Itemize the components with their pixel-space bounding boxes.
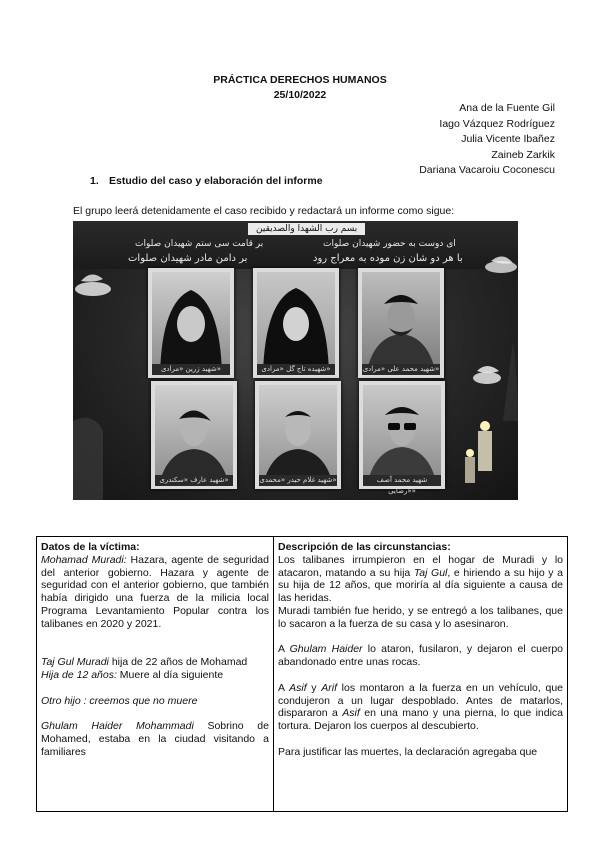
intro-paragraph: El grupo leerá detenidamente el caso recibido y redactará un informe como sigue: [73,205,455,217]
portrait-caption: شهیده تاج گل «مرادی» [257,364,335,375]
person-name: Arif [321,681,337,694]
portrait-caption: شهید محمد علی «مرادی» [362,365,440,373]
circumstances-cell [274,537,568,812]
victim-paragraph [41,720,269,758]
victim-name: Hija de 12 años: [41,668,117,681]
victim-desc: Sobrino de Mohamed, estaba en la ciudad visitando a familiares [41,720,269,758]
person-name: Asif [342,707,360,720]
victim-desc: hija de 22 años de Mohamad [108,656,248,669]
section-number: 1. [90,175,99,187]
author-name: Iago Vázquez Rodríguez [439,117,555,130]
memorial-photo [73,221,518,500]
author-list [419,101,555,179]
case-table [36,536,568,812]
victim-paragraph [41,656,269,669]
portrait-figure [155,385,233,485]
victim-desc: Muere al día siguiente [116,668,224,681]
photo-line-right-1: ای دوست به حضور شهیدان صلوات [323,239,456,249]
victim-paragraph [41,669,269,682]
circumstances-paragraph: Para justificar las muertes, la declaración agregaba que [278,745,538,758]
portrait-figure [259,385,337,485]
person-name: Ghulam Haider [289,643,363,656]
person-name: Taj Gul [413,566,448,579]
section-title: Estudio del caso y elaboración del informe [109,175,323,187]
victim-data-cell [37,537,274,812]
photo-line-left-2: بر دامن مادر شهیدان صلوات [128,253,248,264]
victim-desc: Hazara, agente de seguridad del anterior gobierno. Hazara y agente de seguridad con el anterior gobierno, que también había dirigido una fuerza de la milicia local Programa Levantamiento Popular contra los talibanes en 2020 y 2021. [41,553,269,630]
author-name: Julia Vicente Ibañez [461,133,555,146]
victim-portrait [253,268,339,378]
portrait-caption: شهید محمد آصف «رضایی» [363,475,441,486]
circumstances-paragraph: Muradi también fue herido, y se entregó a los talibanes, que lo sacaron a la fuerza de su casa y lo asesinaron. [278,604,563,630]
circumstances-header: Descripción de las circunstancias: [278,541,451,553]
victim-paragraph [41,695,269,708]
victim-portrait [358,268,444,378]
portrait-figure [257,272,335,374]
victim-portrait [151,381,237,489]
victim-name: Taj Gul Muradi [41,656,109,669]
section-heading [90,175,323,187]
title-text: PRÁCTICA DERECHOS HUMANOS [213,74,387,86]
date-text: 25/10/2022 [273,89,327,101]
victim-name: Mohamad Muradi: [41,553,127,566]
author-name: Zaineb Zarkik [491,148,555,161]
author-name: Ana de la Fuente Gil [459,102,555,114]
portrait-caption: شهید زرین «مرادی» [152,364,230,375]
portrait-caption: شهید عارف «سکندری» [155,475,233,486]
victim-paragraph [41,554,269,631]
victim-portrait [359,381,445,495]
author-name: Dariana Vacaroiu Coconescu [419,164,555,177]
person-name: Asif [289,681,307,694]
photo-line-left-1: بر قامت سی ستم شهیدان صلوات [135,239,264,249]
photo-top-line: بسم رب الشهدا والصدیقین [248,223,365,235]
portrait-figure [363,385,441,485]
portrait-figure [152,272,230,374]
victim-note: Otro hijo : creemos que no muere [41,694,198,707]
photo-line-right-2: با هر دو شان زن موده به معراج رود [313,253,463,264]
victim-name: Ghulam Haider Mohammadi [41,720,194,733]
portrait-caption: شهید غلام حیدر «محمدی» [259,476,337,484]
portrait-figure [362,272,440,374]
circumstances-paragraph: A Ghulam Haider lo ataron, fusilaron, y dejaron el cuerpo abandonado entre unas rocas. [278,643,563,669]
circumstances-paragraph: Los talibanes irrumpieron en el hogar de Muradi y lo atacaron, matando a su hija Taj Gul, e hiriendo a su hijo y a su hija de 12 años, que moriría al día siguiente a causa de las heridas. [278,553,563,605]
victim-data-header: Datos de la víctima: [41,541,140,553]
victim-portrait [255,381,341,489]
victim-portrait [148,268,234,378]
document-title [0,73,600,103]
circumstances-paragraph: A Asif y Arif los montaron a la fuerza en un vehículo, que condujeron a un lugar despoblado. Antes de matarlos, dispararon a Asif en una mano y una pierna, lo que indica tortura. Dejaron los cuerpos al descubierto. [278,681,564,733]
